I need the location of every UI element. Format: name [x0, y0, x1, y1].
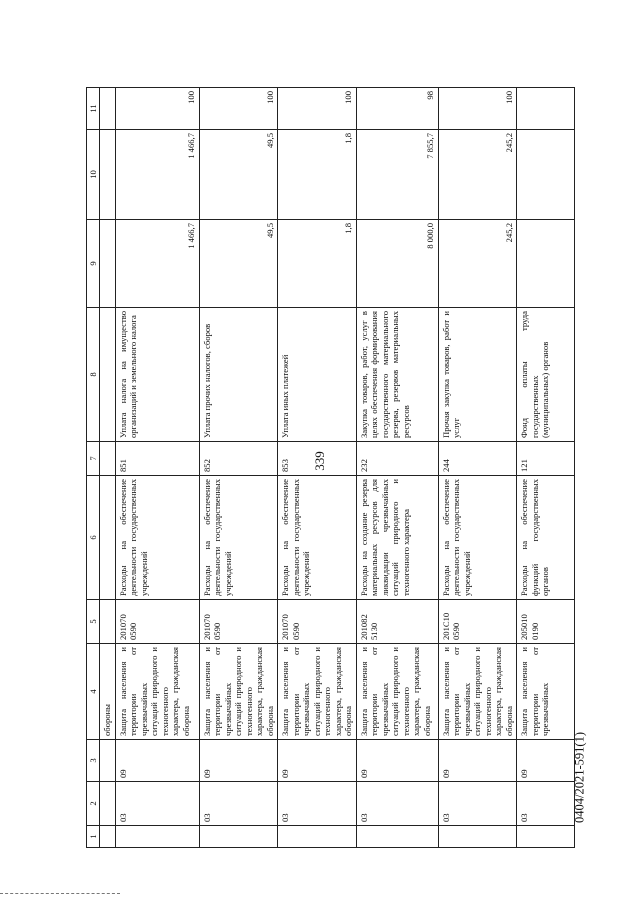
page-edge-mark — [0, 893, 120, 897]
row-number — [199, 826, 277, 848]
subsection-name: Защита населения и территории от чрезвычайных ситуаций природного и техногенного характера, гражданская оборона — [438, 644, 516, 740]
expense-type-name: Закупка товаров, работ, услуг в целях обеспечения формирования государственного материального резерва, резервов материальных ресурсов — [356, 308, 438, 442]
table-row — [356, 88, 438, 848]
expense-description: Расходы на обеспечение функций государственных органов — [517, 476, 575, 600]
section-code: 03 — [438, 782, 516, 826]
table-cell — [100, 782, 115, 826]
execution-percent: 100 — [115, 88, 199, 130]
expense-type-name: Уплата налога на имущество организаций и земельного налога — [115, 308, 199, 442]
executed-amount: 49,5 — [199, 130, 277, 220]
row-number — [356, 826, 438, 848]
expense-type-code: 121 — [517, 442, 575, 476]
table-cell — [100, 130, 115, 220]
execution-percent: 100 — [199, 88, 277, 130]
planned-amount: 8 000,0 — [356, 220, 438, 308]
target-article-code: 205010 0190 — [517, 600, 575, 644]
document-code: 0404/2021-591(1) — [572, 732, 587, 823]
continuation-row — [100, 88, 115, 848]
header-cell: 11 — [87, 88, 100, 130]
target-article-code: 201070 0590 — [115, 600, 199, 644]
subsection-name: Защита населения и территории от чрезвычайных — [517, 644, 575, 740]
expense-type-name: Уплата иных платежей — [278, 308, 356, 442]
header-cell: 5 — [87, 600, 100, 644]
expense-type-code: 852 — [199, 442, 277, 476]
subsection-name: Защита населения и территории от чрезвычайных ситуаций природного и техногенного характера, гражданская оборона — [115, 644, 199, 740]
table-row — [278, 88, 356, 848]
table-cell — [100, 308, 115, 442]
table-body — [100, 88, 575, 848]
header-cell: 8 — [87, 308, 100, 442]
subsection-code: 09 — [278, 740, 356, 782]
table-row — [517, 88, 575, 848]
table-row — [438, 88, 516, 848]
budget-table — [86, 87, 575, 848]
header-cell: 4 — [87, 644, 100, 740]
header-cell: 9 — [87, 220, 100, 308]
header-cell: 6 — [87, 476, 100, 600]
expense-description: Расходы на обеспечение деятельности государственных учреждений — [115, 476, 199, 600]
table-cell — [100, 826, 115, 848]
header-row — [87, 88, 100, 848]
table-cell — [100, 220, 115, 308]
planned-amount: 49,5 — [199, 220, 277, 308]
table-row — [199, 88, 277, 848]
rotated-table-wrapper — [86, 88, 578, 848]
subsection-name: Защита населения и территории от чрезвычайных ситуаций природного и техногенного характера, гражданская оборона — [278, 644, 356, 740]
table-cell — [100, 88, 115, 130]
expense-type-code: 853 — [278, 442, 356, 476]
target-article-code: 201082 5130 — [356, 600, 438, 644]
target-article-code: 201070 0590 — [199, 600, 277, 644]
table-row — [115, 88, 199, 848]
row-number — [278, 826, 356, 848]
planned-amount: 1 466,7 — [115, 220, 199, 308]
table-cell — [100, 740, 115, 782]
header-cell: 3 — [87, 740, 100, 782]
row-number — [438, 826, 516, 848]
continued-text: обороны — [100, 644, 115, 740]
expense-type-code: 244 — [438, 442, 516, 476]
target-article-code: 201С10 0590 — [438, 600, 516, 644]
subsection-name: Защита населения и территории от чрезвычайных ситуаций природного и техногенного характера, гражданская оборона — [356, 644, 438, 740]
section-code: 03 — [517, 782, 575, 826]
subsection-code: 09 — [199, 740, 277, 782]
table-cell — [100, 476, 115, 600]
expense-type-code: 851 — [115, 442, 199, 476]
target-article-code: 201070 0590 — [278, 600, 356, 644]
expense-type-code: 232 — [356, 442, 438, 476]
execution-percent: 98 — [356, 88, 438, 130]
execution-percent — [517, 88, 575, 130]
expense-type-name: Прочая закупка товаров, работ и услуг — [438, 308, 516, 442]
table-cell — [100, 600, 115, 644]
executed-amount — [517, 130, 575, 220]
table-cell — [100, 442, 115, 476]
executed-amount: 245,2 — [438, 130, 516, 220]
planned-amount — [517, 220, 575, 308]
executed-amount: 1 466,7 — [115, 130, 199, 220]
expense-description: Расходы на обеспечение деятельности государственных учреждений — [199, 476, 277, 600]
planned-amount: 1,8 — [278, 220, 356, 308]
row-number — [517, 826, 575, 848]
subsection-name: Защита населения и территории от чрезвычайных ситуаций природного и техногенного характера, гражданская оборона — [199, 644, 277, 740]
subsection-code: 09 — [438, 740, 516, 782]
expense-description: Расходы на создание резерва материальных ресурсов для ликвидации чрезвычайных ситуаций природного и техногенного характера — [356, 476, 438, 600]
expense-description: Расходы на обеспечение деятельности государственных учреждений — [278, 476, 356, 600]
expense-type-name: Фонд оплаты труда государственных (муниципальных) органов — [517, 308, 575, 442]
execution-percent: 100 — [438, 88, 516, 130]
header-cell: 2 — [87, 782, 100, 826]
section-code: 03 — [356, 782, 438, 826]
section-code: 03 — [278, 782, 356, 826]
expense-description: Расходы на обеспечение деятельности государственных учреждений — [438, 476, 516, 600]
table-header — [87, 88, 100, 848]
header-cell: 10 — [87, 130, 100, 220]
executed-amount: 7 855,7 — [356, 130, 438, 220]
planned-amount: 245,2 — [438, 220, 516, 308]
expense-type-name: Уплата прочих налогов, сборов — [199, 308, 277, 442]
page-number: 339 — [312, 451, 327, 471]
section-code: 03 — [115, 782, 199, 826]
row-number — [115, 826, 199, 848]
subsection-code: 09 — [517, 740, 575, 782]
section-code: 03 — [199, 782, 277, 826]
executed-amount: 1,8 — [278, 130, 356, 220]
header-cell: 1 — [87, 826, 100, 848]
header-cell: 7 — [87, 442, 100, 476]
subsection-code: 09 — [115, 740, 199, 782]
subsection-code: 09 — [356, 740, 438, 782]
execution-percent: 100 — [278, 88, 356, 130]
